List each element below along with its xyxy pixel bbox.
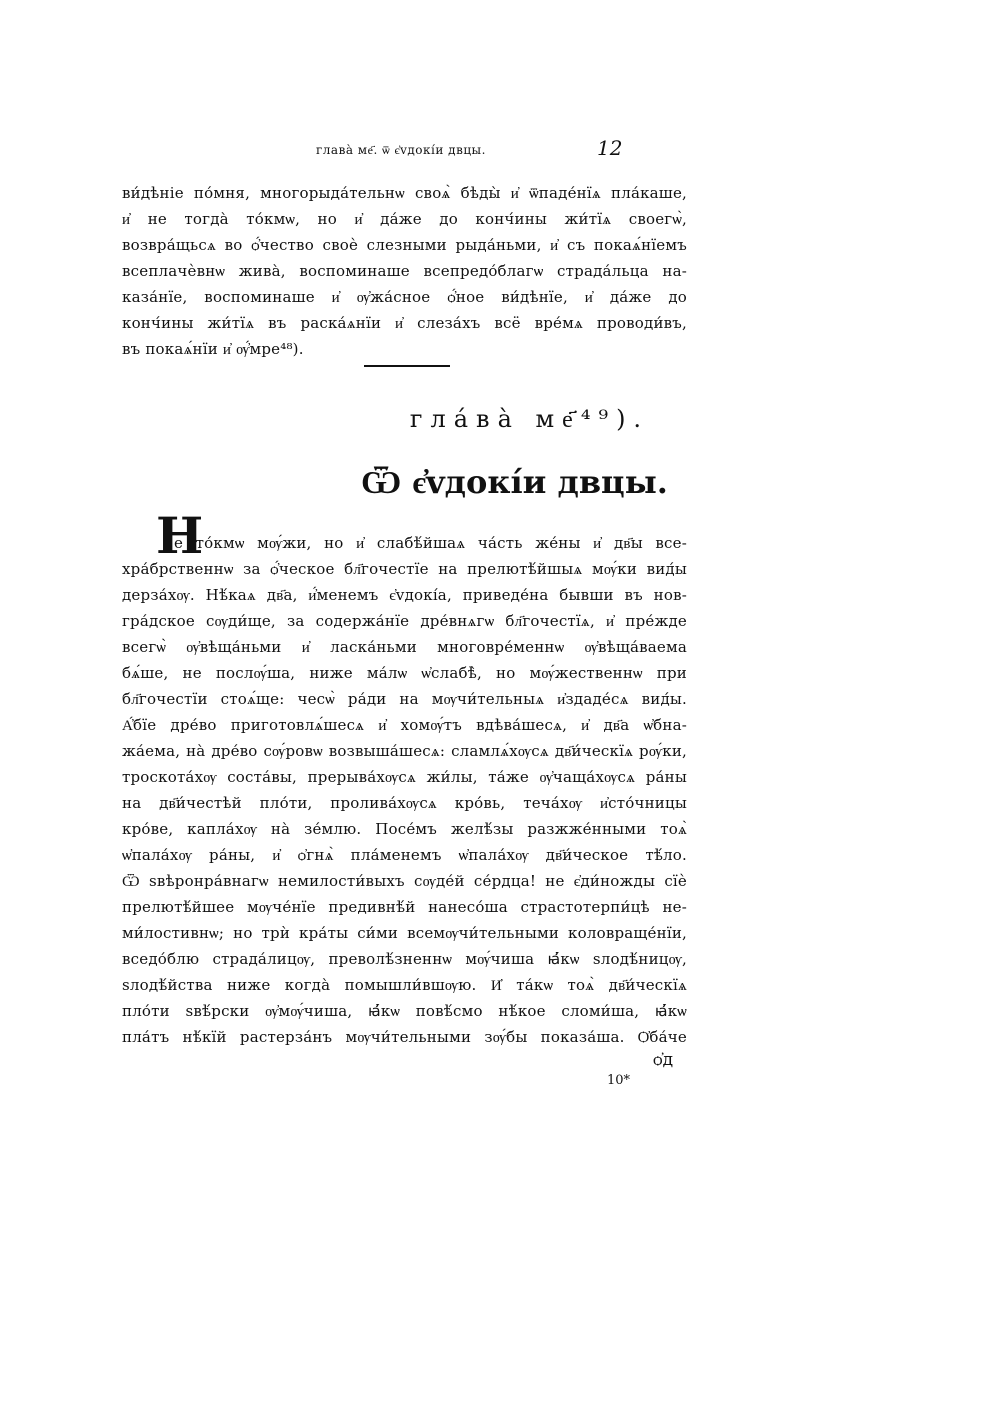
signature-mark: 10* (607, 1073, 631, 1088)
main-paragraph (122, 530, 687, 1050)
text-line: хра́брственнѡ за ѻ҆́ческое бл҃гочестїе на прелютѣ́йшыѧ мѹ́ки вид́ы (122, 560, 687, 578)
text-line: бл҃гочестїи стоѧ́ще: чесѡ̀ ра́ди на мѹчи́тельныѧ и҆здаде́сѧ вид́ы. (122, 690, 687, 708)
text-line: прелютѣ́йшее мѹче́нїе предивнѣ́й нанесо́ша страстотерпи́цѣ не- (122, 898, 687, 916)
chapter-title: Ѿ є҆vдокі́и двцы. (361, 463, 668, 501)
text-line: и҆ не тогда̀ то́кмѡ, но и҆ да́же до конч́ины жи́тїѧ своегѡ̀, (122, 210, 687, 228)
text-line: пло́ти ѕвѣ́рски ѹ҆мѹ́чиша, ꙗ҆́кѡ повѣ́смо нѣ́кое сломи́ша, ꙗ҆́кѡ (122, 1002, 687, 1020)
text-line: дерза́хѹ. Нѣ́каѧ дв҃а, и҆́менемъ є҆vдокі́а, приведе́на бывши въ нов- (122, 586, 687, 604)
text-line: ми́лостивнѡ; но трѝ кра́ты си́ми всемѹчи́тельными коловраще́нїи, (122, 924, 687, 942)
chapter-heading: гла́ва̀ ме҃⁴⁹). (409, 405, 650, 433)
text-line: всеплачѐвнѡ жива̀, воспоминаше всепредо́благѡ страда́льца на- (122, 262, 687, 280)
text-line: троскота́хѹ соста́вы, прерыва́хѹсѧ жи́лы, та́же ѹ҆чаща́хѹсѧ ра́ны (122, 768, 687, 786)
top-paragraph (122, 180, 687, 362)
text-line: ви́дѣніе по́мня, многорыда́тельнѡ своѧ̀ бѣды̀ и҆ ѿпаде́нїѧ пла́каше, (122, 184, 687, 202)
text-line: возвра́щьсѧ во ѻ҆́чество своѐ слезными рыда́ньми, и҆ съ покаѧ́нїемъ (122, 236, 687, 254)
page-number: 12 (597, 136, 623, 160)
text-line: жа́ема, на̀ дре́во сѹ́ровѡ возвыша́шесѧ: сламлѧ́хѹсѧ дв҃и́ческїѧ рѹ́ки, (122, 742, 687, 760)
text-line: ѕлодѣ́йства ниже когда̀ помышли́вшѹю. И҆ та́кѡ тоѧ̀ дв҃и́ческїѧ (122, 976, 687, 994)
text-line: всегѡ̀ ѹ҆вѣща́ньми и҆ ласка́ньми многовре́меннѡ ѹ҆вѣща́ваема (122, 638, 687, 656)
section-divider (364, 365, 450, 367)
running-head: глава̀ ме҃. ѿ є҆vдокі́и двцы. (316, 143, 486, 157)
text-line: на дв҃и́честѣй пло́ти, пролива́хѹсѧ кро́вь, теча́хѹ и҆сто́чницы (122, 794, 687, 812)
text-line: въ покаѧ́нїи и҆ ѹ҆́мре⁴⁸). (122, 340, 304, 358)
text-line: конч́ины жи́тїѧ въ раска́ѧнїи и҆ слеза́хъ всё вре́мѧ проводи́въ, (122, 314, 687, 332)
text-line: бѧ́ше, не послѹ́ша, ниже ма́лѡ ѡ҆слабѣ̀, но мѹ́жественнѡ при (122, 664, 687, 682)
text-line: гра́дское сѹди́ще, за содержа́нїе дре́внѧгѡ бл҃гочестїѧ, и҆ пре́жде (122, 612, 687, 630)
text-line: е то́кмѡ мѹ́жи, но и҆ слабѣ́йшаѧ ча́сть же́ны и҆ дв҃ы все- (174, 534, 687, 552)
text-line: ѡ҆пала́хѹ ра́ны, и҆ ѻ҆гнѧ̀ пла́менемъ ѡ҆пала́хѹ дв҃и́ческое тѣ́ло. (122, 846, 687, 864)
text-line: кро́ве, капла́хѹ на̀ зе́млю. Посе́мъ желѣ́зы разжже́нными тоѧ̀ (122, 820, 687, 838)
catchword: ѻ҆д (653, 1050, 674, 1070)
text-line: вседо́блю страда́лицѹ, преволѣ́зненнѡ мѹ́чиша ꙗ҆́кѡ ѕлодѣ́ницѹ, (122, 950, 687, 968)
text-line: Ѿ ѕвѣронра́внагѡ немилости́выхъ сѹде́й се́рдца! не є҆ди́ножды сїѐ (122, 872, 687, 890)
text-line: каза́нїе, воспоминаше и҆ ѹ҆жа́сное ѻ҆́ное ви́дѣнїе, и҆ да́же до (122, 288, 687, 306)
drop-cap-initial: Н (156, 506, 204, 565)
text-line: А҆́бїе дре́во приготовлѧ́шесѧ и҆ хомѹ́тъ вдѣва́шесѧ, и҆ дв҃а ѡ҆бна- (122, 716, 687, 734)
text-line: пла́тъ нѣ́кїй растерза́нъ мѹчи́тельными зѹ́бы показа́ша. Ѻ҆ба́че (122, 1028, 687, 1046)
